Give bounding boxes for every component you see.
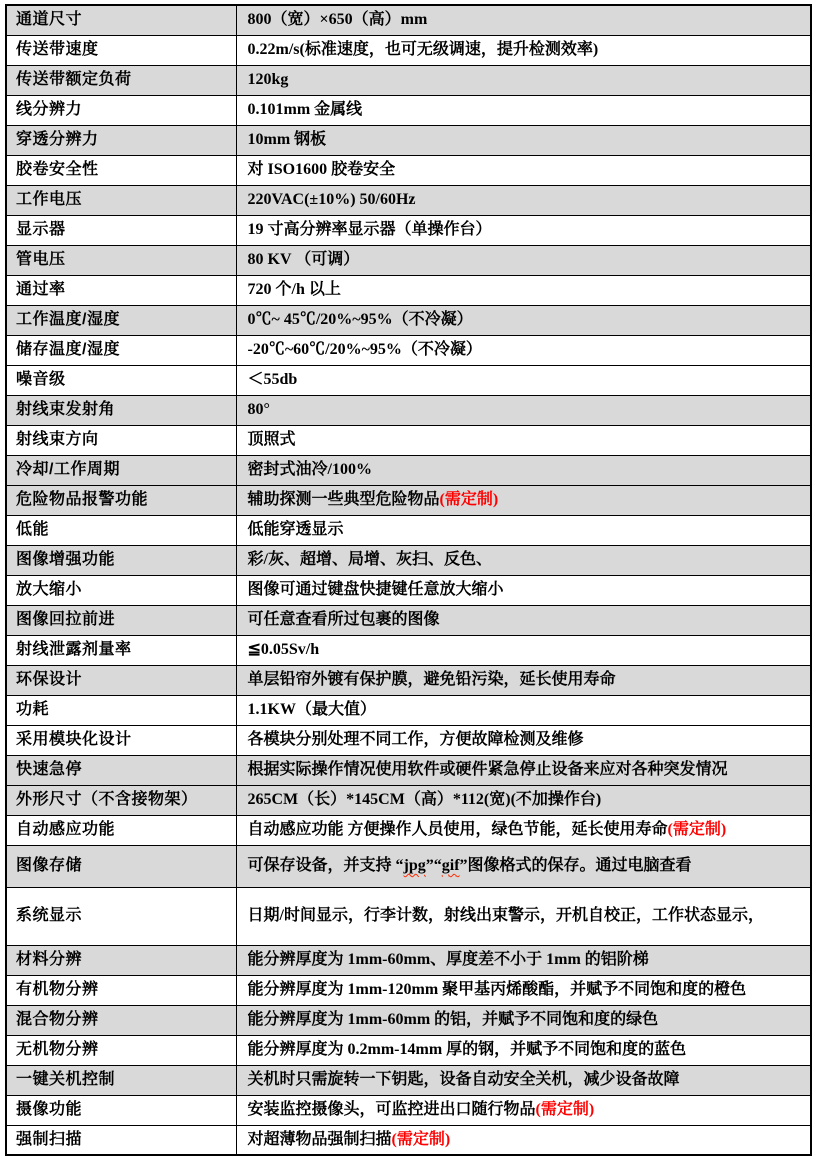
spec-value-text: jpg <box>403 857 426 874</box>
spec-label: 冷却/工作周期 <box>6 455 236 485</box>
table-row <box>6 5 811 35</box>
spec-value-text: 80 KV （可调） <box>247 251 360 268</box>
spec-value-text: 对超薄物品强制扫描 <box>247 1130 392 1148</box>
spec-label: 功耗 <box>6 695 236 725</box>
spec-value-text: gif <box>441 857 460 874</box>
table-row <box>6 1005 811 1035</box>
spec-label: 外形尺寸（不含接物架） <box>6 785 236 815</box>
spec-value-text: 能分辨厚度为 1mm-120mm 聚甲基丙烯酸酯，并赋予不同饱和度的橙色 <box>247 981 747 998</box>
spec-value-text: 密封式油冷/100% <box>247 461 372 478</box>
table-row <box>6 215 811 245</box>
spec-value-text: 关机时只需旋转一下钥匙，设备自动安全关机，减少设备故障 <box>247 1071 680 1088</box>
spec-value-text: 安装监控摄像头，可监控进出口随行物品 <box>247 1101 536 1118</box>
spec-label: 采用模块化设计 <box>6 725 236 755</box>
table-row <box>6 335 811 365</box>
custom-required-note: (需定制) <box>667 821 727 838</box>
spec-value <box>236 945 811 975</box>
spec-label: 危险物品报警功能 <box>6 485 236 515</box>
spec-value-text: 0.22m/s(标准速度，也可无级调速，提升检测效率) <box>247 41 599 58</box>
spec-value-text: 图像可通过键盘快捷键任意放大缩小 <box>247 581 504 598</box>
spec-value <box>236 515 811 545</box>
spec-label: 噪音级 <box>6 365 236 395</box>
custom-required-note: (需定制) <box>535 1101 595 1118</box>
spec-label: 有机物分辨 <box>6 975 236 1005</box>
spec-value-text: 彩/灰、超增、局增、灰扫、反色、 <box>247 551 492 568</box>
spec-value <box>236 815 811 845</box>
spec-value-text: ”“ <box>425 857 442 874</box>
table-row <box>6 35 811 65</box>
spec-value <box>236 575 811 605</box>
spec-table <box>5 4 812 1156</box>
spec-label: 射线束方向 <box>6 425 236 455</box>
spec-value <box>236 1065 811 1095</box>
custom-required-note: (需定制) <box>439 491 499 508</box>
spec-value-text: 120kg <box>247 71 289 88</box>
spec-label: 材料分辨 <box>6 945 236 975</box>
spec-label: 工作电压 <box>6 185 236 215</box>
spec-label: 一键关机控制 <box>6 1065 236 1095</box>
table-row <box>6 887 811 945</box>
spec-label: 射线束发射角 <box>6 395 236 425</box>
table-row <box>6 515 811 545</box>
table-row <box>6 185 811 215</box>
spec-value-text: 自动感应功能 方便操作人员使用，绿色节能，延长使用寿命 <box>247 821 668 838</box>
spec-value <box>236 755 811 785</box>
spec-value <box>236 245 811 275</box>
spec-value-text: 19 寸高分辨率显示器（单操作台） <box>247 221 492 238</box>
spec-value <box>236 455 811 485</box>
spec-value <box>236 785 811 815</box>
table-row <box>6 755 811 785</box>
spec-value <box>236 1095 811 1125</box>
table-row <box>6 635 811 665</box>
spec-value-text: 可保存设备，并支持 “ <box>247 857 404 874</box>
spec-label: 线分辨力 <box>6 95 236 125</box>
spec-label: 摄像功能 <box>6 1095 236 1125</box>
spec-value <box>236 65 811 95</box>
table-row <box>6 575 811 605</box>
table-row <box>6 845 811 887</box>
spec-value <box>236 5 811 35</box>
table-row <box>6 815 811 845</box>
spec-label: 管电压 <box>6 245 236 275</box>
spec-value <box>236 1005 811 1035</box>
spec-table-body <box>6 5 811 1155</box>
table-row <box>6 605 811 635</box>
spec-value-text: 低能穿透显示 <box>247 521 344 538</box>
spec-value <box>236 635 811 665</box>
spec-label: 传送带速度 <box>6 35 236 65</box>
table-row <box>6 1065 811 1095</box>
spec-value <box>236 125 811 155</box>
custom-required-note: (需定制) <box>391 1130 451 1148</box>
spec-label: 射线泄露剂量率 <box>6 635 236 665</box>
spec-value <box>236 695 811 725</box>
spec-label: 低能 <box>6 515 236 545</box>
spec-value-text: 800（宽）×650（高）mm <box>247 11 428 29</box>
spec-value-text: 可任意查看所过包裹的图像 <box>247 611 440 628</box>
spec-value <box>236 95 811 125</box>
spec-value-text: 720 个/h 以上 <box>247 281 341 298</box>
spec-value-text: ≦0.05Sv/h <box>247 641 320 658</box>
table-row <box>6 275 811 305</box>
spec-value <box>236 545 811 575</box>
spec-value <box>236 845 811 887</box>
spec-value-text: 辅助探测一些典型危险物品 <box>247 491 440 508</box>
table-row <box>6 665 811 695</box>
spec-label: 通过率 <box>6 275 236 305</box>
spec-label: 图像回拉前进 <box>6 605 236 635</box>
spec-label: 储存温度/湿度 <box>6 335 236 365</box>
spec-value-text: 根据实际操作情况使用软件或硬件紧急停止设备来应对各种突发情况 <box>247 761 728 778</box>
spec-value <box>236 185 811 215</box>
spec-value-text: 对 ISO1600 胶卷安全 <box>247 161 396 178</box>
table-row <box>6 945 811 975</box>
spec-value <box>236 215 811 245</box>
table-row <box>6 485 811 515</box>
spec-value-text: 265CM（长）*145CM（高）*112(宽)(不加操作台) <box>247 791 602 808</box>
table-row <box>6 725 811 755</box>
spec-value <box>236 1125 811 1155</box>
table-row <box>6 455 811 485</box>
spec-value <box>236 975 811 1005</box>
spec-value-text: 能分辨厚度为 0.2mm-14mm 厚的钢，并赋予不同饱和度的蓝色 <box>247 1041 687 1058</box>
spec-label: 图像增强功能 <box>6 545 236 575</box>
spec-value <box>236 485 811 515</box>
table-row <box>6 395 811 425</box>
spec-value <box>236 887 811 945</box>
spec-value <box>236 605 811 635</box>
spec-value <box>236 305 811 335</box>
spec-value <box>236 275 811 305</box>
spec-value-text: 10mm 钢板 <box>247 131 327 148</box>
spec-label: 显示器 <box>6 215 236 245</box>
spec-label: 工作温度/湿度 <box>6 305 236 335</box>
spec-value <box>236 335 811 365</box>
table-row <box>6 785 811 815</box>
spec-value <box>236 425 811 455</box>
spec-label: 传送带额定负荷 <box>6 65 236 95</box>
table-row <box>6 1125 811 1155</box>
spec-value-text: 0.101mm 金属线 <box>247 101 363 118</box>
spec-label: 放大缩小 <box>6 575 236 605</box>
spec-value <box>236 35 811 65</box>
spec-label: 混合物分辨 <box>6 1005 236 1035</box>
spec-value-text: 0℃~ 45℃/20%~95%（不冷凝） <box>247 311 473 328</box>
table-row <box>6 65 811 95</box>
spec-value <box>236 665 811 695</box>
table-row <box>6 245 811 275</box>
spec-label: 环保设计 <box>6 665 236 695</box>
spec-value-text: 80° <box>247 401 270 418</box>
spec-value-text: 1.1KW（最大值） <box>247 701 376 718</box>
spec-value-text: 能分辨厚度为 1mm-60mm 的铝，并赋予不同饱和度的绿色 <box>247 1011 659 1028</box>
spec-label: 自动感应功能 <box>6 815 236 845</box>
spec-label: 通道尺寸 <box>6 5 236 35</box>
spec-label: 快速急停 <box>6 755 236 785</box>
spec-value <box>236 155 811 185</box>
spec-value <box>236 725 811 755</box>
table-row <box>6 305 811 335</box>
spec-value-text: 各模块分别处理不同工作，方便故障检测及维修 <box>247 731 584 748</box>
table-row <box>6 545 811 575</box>
spec-value <box>236 365 811 395</box>
spec-value <box>236 395 811 425</box>
spec-value <box>236 1035 811 1065</box>
spec-label: 穿透分辨力 <box>6 125 236 155</box>
table-row <box>6 695 811 725</box>
spec-value-text: 单层铅帘外镀有保护膜，避免铅污染，延长使用寿命 <box>247 671 616 688</box>
spec-value-text: 220VAC(±10%) 50/60Hz <box>247 191 416 208</box>
spec-label: 图像存储 <box>6 845 236 887</box>
table-row <box>6 125 811 155</box>
table-row <box>6 425 811 455</box>
spec-value-text: 能分辨厚度为 1mm-60mm、厚度差不小于 1mm 的铝阶梯 <box>247 951 649 968</box>
spec-label: 系统显示 <box>6 887 236 945</box>
spec-value-text: 顶照式 <box>247 431 296 448</box>
table-row <box>6 365 811 395</box>
spec-label: 强制扫描 <box>6 1125 236 1155</box>
spec-label: 无机物分辨 <box>6 1035 236 1065</box>
table-row <box>6 155 811 185</box>
spec-label: 胶卷安全性 <box>6 155 236 185</box>
spec-value-text: ”图像格式的保存。通过电脑查看 <box>459 857 692 874</box>
spec-value-text: 日期/时间显示，行李计数，射线出束警示，开机自校正，工作状态显示， <box>247 907 764 924</box>
table-row <box>6 1035 811 1065</box>
spec-value-text: ＜55db <box>247 371 298 388</box>
table-row <box>6 95 811 125</box>
table-row <box>6 975 811 1005</box>
table-row <box>6 1095 811 1125</box>
spec-value-text: -20℃~60℃/20%~95%（不冷凝） <box>247 341 482 358</box>
